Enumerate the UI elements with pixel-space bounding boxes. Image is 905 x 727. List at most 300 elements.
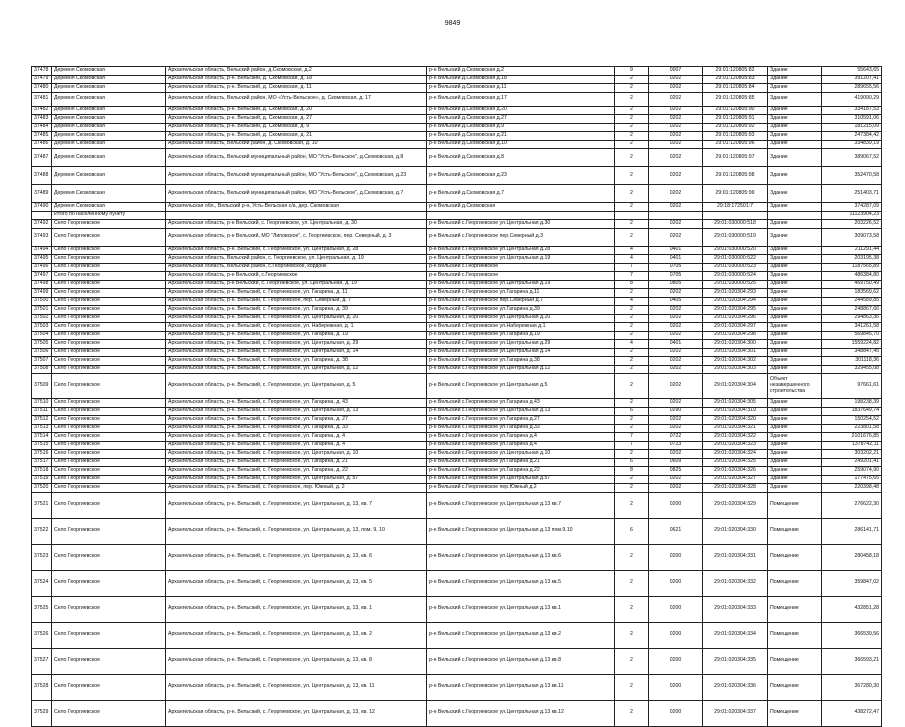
table-row (32, 544, 882, 570)
row-number: 37505 (32, 340, 52, 349)
address-cell: Архангельская область, р-н. Вельский, с. Георгиевское, ул. Центральная, д. 13, кв. 7 (166, 492, 427, 518)
group-cell: 2 (615, 203, 649, 212)
row-number: 37519 (32, 475, 52, 484)
object-type-cell: Здание (768, 203, 822, 212)
locality-cell: Село Георгиевское (52, 458, 166, 467)
cadastral-value-cell: 177475,65 (822, 475, 882, 484)
object-type-cell: Здание (768, 92, 822, 106)
cadastral-value-cell: 97661,61 (822, 374, 882, 399)
short-address-cell: р-н Вельский с.Георгиевское ул.Центральная д.13 кв.5 (427, 570, 615, 596)
table-row (32, 297, 882, 306)
group-cell: 2 (615, 323, 649, 332)
table-row (32, 518, 882, 544)
address-cell: Архангельская область, р-н. Вельский, с. Георгиевское, ул. Центральная, д. 57 (166, 475, 427, 484)
locality-cell: Деревня Скомовская (52, 75, 166, 84)
short-address-cell: р-н Вельский с.Георгиевское пер.Южный д.2 (427, 484, 615, 493)
cadastral-number-cell: 29:01:030000:519 (703, 228, 768, 246)
row-number: 37496 (32, 263, 52, 272)
short-address-cell: р-н Вельский д.Скомовская д.8 (427, 149, 615, 167)
group-cell: 2 (615, 140, 649, 149)
code-cell: 0202 (649, 399, 703, 408)
group-cell: 2 (615, 220, 649, 229)
code-cell: 0202 (649, 306, 703, 315)
cadastral-value-cell: 198238,39 (822, 399, 882, 408)
row-number: 37506 (32, 348, 52, 357)
row-number: 37501 (32, 306, 52, 315)
cadastral-number-cell: 29:01:020304:334 (703, 622, 768, 648)
group-cell: 2 (615, 289, 649, 298)
cadastral-value-cell: 276622,30 (822, 492, 882, 518)
code-cell: 0202 (649, 75, 703, 84)
group-cell: 4 (615, 340, 649, 349)
address-cell: Архангельская область, р-н. Вельский, с. Георгиевское, ул. Гагарина, д. 38 (166, 357, 427, 366)
short-address-cell: р-н Вельский с.Георгиевское (427, 263, 615, 272)
code-cell: 0200 (649, 544, 703, 570)
code-cell: 0202 (649, 167, 703, 185)
locality-cell: Деревня Скомовская (52, 84, 166, 93)
cadastral-value-cell: 248867,66 (822, 306, 882, 315)
cadastral-number-cell: 29:18:172501:7 (703, 203, 768, 212)
cadastral-number-cell: 29:01:030000:522 (703, 255, 768, 264)
code-cell: 0200 (649, 700, 703, 726)
locality-cell: Село Георгиевское (52, 570, 166, 596)
row-number: 37481 (32, 92, 52, 106)
cadastral-value-cell: 334839,19 (822, 140, 882, 149)
code-cell: 0200 (649, 674, 703, 700)
object-type-cell: Здание (768, 331, 822, 340)
group-cell: 4 (615, 297, 649, 306)
short-address-cell: р-н Вельский с.Георгиевское ул.Центральная д.13 кв.11 (427, 674, 615, 700)
table-row (32, 289, 882, 298)
locality-cell: Село Георгиевское (52, 340, 166, 349)
object-type-cell: Помещение (768, 544, 822, 570)
cadastral-number-cell: 29:01:020304:296 (703, 314, 768, 323)
cadastral-number-cell: 29:01:020304:321 (703, 424, 768, 433)
object-type-cell: Здание (768, 280, 822, 289)
code-cell: 0202 (649, 228, 703, 246)
short-address-cell: р-н Вельский с.Георгиевское ул.Гагарина д.38 (427, 357, 615, 366)
short-address-cell: р-н Вельский д.Скомовская д.21 (427, 132, 615, 141)
locality-cell: Село Георгиевское (52, 475, 166, 484)
locality-cell: Село Георгиевское (52, 492, 166, 518)
locality-cell: Деревня Скомовская (52, 92, 166, 106)
row-number: 37482 (32, 106, 52, 115)
cadastral-number-cell: 29:01:120805:92 (703, 123, 768, 132)
locality-cell: Село Георгиевское (52, 374, 166, 399)
table-row (32, 433, 882, 442)
object-type-cell: Здание (768, 140, 822, 149)
locality-cell: Село Георгиевское (52, 331, 166, 340)
code-cell: 0202 (649, 314, 703, 323)
address-cell (166, 211, 427, 220)
locality-cell: Село Георгиевское (52, 700, 166, 726)
cadastral-number-cell: 29:01:120805:82 (703, 67, 768, 76)
object-type-cell: Здание (768, 467, 822, 476)
table-row (32, 365, 882, 374)
row-number: 37525 (32, 596, 52, 622)
table-row (32, 106, 882, 115)
row-number: 37507 (32, 357, 52, 366)
group-cell: 2 (615, 149, 649, 167)
short-address-cell: р-н Вельский с.Георгиевское ул.Центральная д.13 кв.12 (427, 700, 615, 726)
address-cell: Архангельская область, р-н. Вельский, с. Георгиевское, ул. Центральная, д. 20 (166, 314, 427, 323)
locality-cell: Село Георгиевское (52, 518, 166, 544)
code-cell: 0401 (649, 255, 703, 264)
address-cell: Архангельская область, р-н. Вельский, с. Георгиевское, ул. Центральная, д. 12 (166, 365, 427, 374)
cadastral-number-cell: 29:01:020304:302 (703, 357, 768, 366)
table-row (32, 132, 882, 141)
short-address-cell: р-н Вельский с.Георгиевское ул.Гагарина д.21 (427, 458, 615, 467)
row-number: 37518 (32, 467, 52, 476)
address-cell: Архангельская область, р-н. Вельский, с. Георгиевское, ул. Гагарина, д. 39 (166, 306, 427, 315)
object-type-cell: Помещение (768, 570, 822, 596)
code-cell: 0202 (649, 220, 703, 229)
row-number: 37522 (32, 518, 52, 544)
row-number: 37490 (32, 203, 52, 212)
short-address-cell: р-н Вельский с.Георгиевское ул.Центральная д.13 кв.1 (427, 596, 615, 622)
cadastral-value-cell: 2101676,85 (822, 433, 882, 442)
table-row (32, 123, 882, 132)
short-address-cell: р-н Вельский д.Скомовская д.27 (427, 115, 615, 124)
short-address-cell: р-н Вельский д.Скомовская д.9 (427, 123, 615, 132)
group-cell: 7 (615, 272, 649, 281)
code-cell: 0202 (649, 106, 703, 115)
code-cell: 0202 (649, 185, 703, 203)
cadastral-value-cell: 301118,36 (822, 357, 882, 366)
row-number: 37489 (32, 185, 52, 203)
cadastral-number-cell: 29:01:020304:300 (703, 340, 768, 349)
address-cell: Архангельская область, р-н. Вельский, с. Георгиевское, ул. Центральная, д. 13, кв. 6 (166, 544, 427, 570)
object-type-cell: Помещение (768, 518, 822, 544)
code-cell: 0401 (649, 340, 703, 349)
address-cell: Архангельская область, р-н. Вельский, д. Скомовская, д. 9 (166, 123, 427, 132)
group-cell: 7 (615, 263, 649, 272)
table-row (32, 340, 882, 349)
cadastral-value-cell: 366593,21 (822, 648, 882, 674)
code-cell: 0202 (649, 289, 703, 298)
locality-cell: Село Георгиевское (52, 297, 166, 306)
cadastral-value-cell: 366539,56 (822, 622, 882, 648)
table-row (32, 596, 882, 622)
table-row (32, 220, 882, 229)
cadastral-value-cell: 334187,53 (822, 106, 882, 115)
object-type-cell: Здание (768, 263, 822, 272)
row-number: 37526 (32, 622, 52, 648)
address-cell: Архангельская область, р-н. Вельский, с. Георгиевское, ул. Набережная, д. 1 (166, 323, 427, 332)
cadastral-number-cell: 29:01:120805:83 (703, 75, 768, 84)
cadastral-value-cell: 251403,71 (822, 185, 882, 203)
short-address-cell: р-н Вельский с.Георгиевское ул.Центральная д.28 (427, 246, 615, 255)
short-address-cell: р-н Вельский с.Георгиевское (427, 272, 615, 281)
row-number: 37494 (32, 246, 52, 255)
object-type-cell: Здание (768, 399, 822, 408)
address-cell: Архангельская область, Вельский муниципальный район, МО "Усть-Вельское", д.Скомовская, д.7 (166, 185, 427, 203)
group-cell: 2 (615, 475, 649, 484)
locality-cell: Село Георгиевское (52, 255, 166, 264)
address-cell: Архангельская область, р-н. Вельский, с. Георгиевское, ул. Центральная, д. 13, кв. 2 (166, 622, 427, 648)
table-row (32, 228, 882, 246)
locality-cell: Село Георгиевское (52, 674, 166, 700)
row-number: 37485 (32, 132, 52, 141)
address-cell: Архангельская область, р-н. Вельский, д. Скомовская, д. 18 (166, 75, 427, 84)
code-cell: 0202 (649, 115, 703, 124)
cadastral-number-cell: 29:01:020304:333 (703, 596, 768, 622)
row-number: 37515 (32, 441, 52, 450)
cadastral-value-cell: 223801,58 (822, 424, 882, 433)
row-number (32, 211, 52, 220)
code-cell: 0705 (649, 272, 703, 281)
address-cell: Архангельская область, р-н. Вельский, д. Скомовская, д. 27 (166, 115, 427, 124)
cadastral-number-cell: 29:01:020304:337 (703, 700, 768, 726)
short-address-cell: р-н Вельский с.Георгиевское ул.Гагарина д.22 (427, 467, 615, 476)
address-cell: Архангельская область, р-н. Вельский, с. Георгиевское, ул. Гагарина, д. 33 (166, 424, 427, 433)
locality-cell: Село Георгиевское (52, 272, 166, 281)
cadastral-value-cell: 259074,90 (822, 467, 882, 476)
table-row (32, 185, 882, 203)
group-cell (615, 211, 649, 220)
locality-cell: Село Георгиевское (52, 314, 166, 323)
code-cell: 0405 (649, 297, 703, 306)
short-address-cell: р-н Вельский с.Георгиевское ул.Гагарина д.4 (427, 433, 615, 442)
code-cell: 0200 (649, 648, 703, 674)
cadastral-number-cell: 29:01:030000:525 (703, 280, 768, 289)
address-cell: Архангельская область, р-н. Вельский, с. Георгиевское, ул. Центральная, д. 13, кв. 8 (166, 648, 427, 674)
group-cell: 6 (615, 518, 649, 544)
object-type-cell: Здание (768, 84, 822, 93)
group-cell: 2 (615, 424, 649, 433)
short-address-cell: р-н Вельский д.Скомовская д.10 (427, 140, 615, 149)
code-cell: 0705 (649, 263, 703, 272)
object-type-cell: Здание (768, 441, 822, 450)
address-cell: Архангельская область, Вельский район, с. Георгиевское, ул. Центральная, д. 19 (166, 255, 427, 264)
table-row (32, 149, 882, 167)
group-cell: 2 (615, 492, 649, 518)
cadastral-value-cell: 432851,28 (822, 596, 882, 622)
group-cell: 2 (615, 132, 649, 141)
cadastral-number-cell: 29:01:020304:320 (703, 416, 768, 425)
code-cell: 0609 (649, 458, 703, 467)
short-address-cell: р-н Вельский с.Георгиевское ул.Гагарина д.39 (427, 306, 615, 315)
short-address-cell: р-н Вельский с.Георгиевское ул.Центральная д.29 (427, 340, 615, 349)
short-address-cell: р-н Вельский с.Георгиевское ул.Центральная д.5 (427, 374, 615, 399)
table-row (32, 441, 882, 450)
object-type-cell: Здание (768, 484, 822, 493)
code-cell: 0202 (649, 92, 703, 106)
row-number: 37486 (32, 140, 52, 149)
page-number: 9849 (444, 20, 461, 27)
group-cell: 2 (615, 622, 649, 648)
row-number: 37488 (32, 167, 52, 185)
object-type-cell: Здание (768, 75, 822, 84)
locality-cell: Село Георгиевское (52, 433, 166, 442)
group-cell: 2 (615, 75, 649, 84)
cadastral-number-cell: 29:01:020304:329 (703, 492, 768, 518)
group-cell: 2 (615, 306, 649, 315)
row-number: 37511 (32, 407, 52, 416)
cadastral-value-cell: 329455,08 (822, 365, 882, 374)
cadastral-value-cell: 55643,65 (822, 67, 882, 76)
row-number: 37513 (32, 424, 52, 433)
group-cell: 4 (615, 246, 649, 255)
code-cell: 0722 (649, 433, 703, 442)
address-cell: Архангельская область, р-н. Вельский, с. Георгиевское, пер. Южный, д. 2 (166, 484, 427, 493)
group-cell: 2 (615, 648, 649, 674)
short-address-cell: р-н Вельский с.Георгиевское ул.Гагарина д.27 (427, 416, 615, 425)
object-type-cell (768, 211, 822, 220)
cadastral-number-cell: 29:01:030000:518 (703, 220, 768, 229)
locality-cell: Село Георгиевское (52, 424, 166, 433)
group-cell: 2 (615, 92, 649, 106)
object-type-cell: Здание (768, 297, 822, 306)
address-cell: Архангельская область, р-н. Вельский, с. Георгиевское, ул. Центральная, д. 28 (166, 246, 427, 255)
address-cell: Архангельская область, р-н. Вельский, с. Георгиевское, ул. Гагарина, д. 4 (166, 441, 427, 450)
row-number: 37524 (32, 570, 52, 596)
locality-cell: Село Георгиевское (52, 365, 166, 374)
code-cell: 0202 (649, 203, 703, 212)
cadastral-number-cell: 29:01:020304:294 (703, 297, 768, 306)
locality-cell: Село Георгиевское (52, 648, 166, 674)
address-cell: Архангельская область, р-н. Вельский, с. Георгиевское, ул. Центральная, д. 14 (166, 348, 427, 357)
group-cell: 2 (615, 357, 649, 366)
code-cell: 0805 (649, 280, 703, 289)
code-cell: 0200 (649, 492, 703, 518)
address-cell: Архангельская область, р-н. Вельский, с. Георгиевское, ул. Центральная, д. 13, кв. 5 (166, 570, 427, 596)
cadastral-value-cell: 389067,52 (822, 149, 882, 167)
cadastral-value-cell: 1559224,82 (822, 340, 882, 349)
cadastral-value-cell: 310591,06 (822, 115, 882, 124)
object-type-cell: Здание (768, 458, 822, 467)
cadastral-number-cell: 29:01:120805:99 (703, 185, 768, 203)
group-cell: 2 (615, 348, 649, 357)
code-cell: 0007 (649, 67, 703, 76)
cadastral-value-cell: 303202,21 (822, 450, 882, 459)
group-cell: 2 (615, 374, 649, 399)
group-cell: 2 (615, 123, 649, 132)
cadastral-number-cell: 29:01:020304:298 (703, 331, 768, 340)
short-address-cell: р-н Вельский д.Скомовская д.20 (427, 106, 615, 115)
short-address-cell: р-н Вельский с.Георгиевское ул.Гагарина д.43 (427, 399, 615, 408)
object-type-cell: Здание (768, 67, 822, 76)
code-cell: 0202 (649, 424, 703, 433)
cadastral-number-cell: 29:01:030000:524 (703, 272, 768, 281)
cadastral-number-cell: 29:01:020304:305 (703, 399, 768, 408)
table-row (32, 246, 882, 255)
object-type-cell: Здание (768, 115, 822, 124)
cadastral-number-cell: 29:01:020304:327 (703, 475, 768, 484)
object-type-cell: Помещение (768, 622, 822, 648)
code-cell: 0202 (649, 450, 703, 459)
object-type-cell: Здание (768, 314, 822, 323)
locality-cell: Деревня Скомовская (52, 132, 166, 141)
locality-cell: Село Георгиевское (52, 416, 166, 425)
object-type-cell: Помещение (768, 648, 822, 674)
row-number: 37498 (32, 280, 52, 289)
short-address-cell: р-н Вельский с.Георгиевское ул.Гагарина д.33 (427, 424, 615, 433)
table-row (32, 674, 882, 700)
cadastral-number-cell: 29:01:120805:91 (703, 115, 768, 124)
cadastral-value-cell: 438272,47 (822, 700, 882, 726)
address-cell: Архангельская область, Вельский район, с.Георгиевское, кордонк (166, 263, 427, 272)
group-cell: 2 (615, 700, 649, 726)
row-number: 37480 (32, 84, 52, 93)
short-address-cell: р-н Вельский с.Георгиевское ул.Гагарина д.11 (427, 289, 615, 298)
short-address-cell: р-н Вельский с.Георгиевское ул.Гагарина д.19 (427, 331, 615, 340)
locality-cell: Село Георгиевское (52, 246, 166, 255)
locality-cell: Село Георгиевское (52, 596, 166, 622)
object-type-cell: Здание (768, 365, 822, 374)
locality-cell: Село Георгиевское (52, 467, 166, 476)
cadastral-value-cell: 203226,52 (822, 220, 882, 229)
locality-cell: Село Георгиевское (52, 441, 166, 450)
cadastral-value-cell: 419090,29 (822, 92, 882, 106)
cadastral-number-cell: 29:01:020304:328 (703, 484, 768, 493)
code-cell: 0202 (649, 374, 703, 399)
locality-cell: Село Георгиевское (52, 323, 166, 332)
row-number: 37503 (32, 323, 52, 332)
cadastral-number-cell: 29:01:120805:90 (703, 106, 768, 115)
table-row (32, 84, 882, 93)
locality-cell: Деревня Скомовская (52, 140, 166, 149)
object-type-cell: Здание (768, 416, 822, 425)
object-type-cell: Здание (768, 255, 822, 264)
code-cell: 0202 (649, 348, 703, 357)
cadastral-number-cell: 29:01:120805:98 (703, 167, 768, 185)
table-row (32, 700, 882, 726)
address-cell: Архангельская область, р-н Вельский, МО "Липовское", с. Георгиевское, пер. Северный, д. 3 (166, 228, 427, 246)
table-row (32, 484, 882, 493)
code-cell: 0621 (649, 518, 703, 544)
short-address-cell: р-н Вельский с.Георгиевское ул.Центральная д.12 (427, 365, 615, 374)
locality-cell: Село Георгиевское (52, 484, 166, 493)
cadastral-number-cell: 29:01:020304:304 (703, 374, 768, 399)
cadastral-number-cell: 29:01:120805:97 (703, 149, 768, 167)
short-address-cell: р-н Вельский с.Георгиевское ул.Центральная д.20 (427, 314, 615, 323)
group-cell: 2 (615, 596, 649, 622)
cadastral-number-cell: 29:01:020304:331 (703, 544, 768, 570)
short-address-cell: р-н Вельский с.Георгиевское пер.Северный д.7 (427, 297, 615, 306)
table-row (32, 450, 882, 459)
table-row (32, 416, 882, 425)
locality-cell: Село Георгиевское (52, 450, 166, 459)
table-row (32, 140, 882, 149)
cadastral-value-cell: 348847,45 (822, 348, 882, 357)
cadastral-value-cell: 391207,41 (822, 75, 882, 84)
object-type-cell: Здание (768, 167, 822, 185)
row-number: 37484 (32, 123, 52, 132)
row-number: 37502 (32, 314, 52, 323)
cadastral-number-cell: 29:01:020304:326 (703, 467, 768, 476)
table-row (32, 272, 882, 281)
group-cell: 2 (615, 331, 649, 340)
locality-cell: Село Георгиевское (52, 399, 166, 408)
cadastral-number-cell: 29:01:020304:301 (703, 348, 768, 357)
table-row (32, 314, 882, 323)
locality-cell: Село Георгиевское (52, 263, 166, 272)
cadastral-number-cell: 29:01:030000:520 (703, 246, 768, 255)
group-cell: 8 (615, 467, 649, 476)
locality-cell: Село Георгиевское (52, 220, 166, 229)
code-cell: 0200 (649, 570, 703, 596)
row-number: 37512 (32, 416, 52, 425)
short-address-cell: р-н Вельский с.Георгиевское ул.Центральная д.30 (427, 220, 615, 229)
short-address-cell: р-н Вельский д.Скомовская д.17 (427, 92, 615, 106)
table-row (32, 306, 882, 315)
cadastral-value-cell: 469750,49 (822, 280, 882, 289)
row-number: 37527 (32, 648, 52, 674)
locality-cell: Село Георгиевское (52, 544, 166, 570)
locality-cell: Деревня Скомовская (52, 123, 166, 132)
short-address-cell: р-н Вельский с.Георгиевское ул.Центральная д.13 (427, 407, 615, 416)
